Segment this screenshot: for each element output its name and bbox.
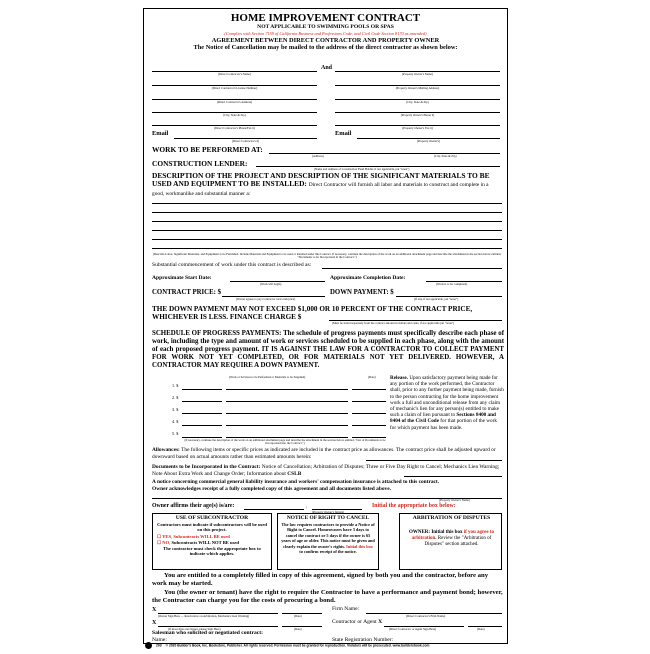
owner-phone-label: (Property Owner's Phone #) — [400, 113, 435, 117]
description-line[interactable] — [152, 221, 502, 222]
description-line[interactable] — [152, 212, 502, 213]
subcontractor-tail: The contractor must check the appropriate box to indicate which applies. — [163, 546, 261, 557]
cancellation-notice: The Notice of Cancellation may be mailed to the address of the direct contractor as shown below: — [193, 44, 458, 51]
payment-row-label: 2. $ — [172, 395, 179, 400]
construction-lender-label: CONSTRUCTION LENDER: — [152, 159, 248, 168]
down-payment-statement — [152, 305, 504, 321]
cancel-tail: to confirm receipt of the notice. — [299, 549, 357, 555]
payment-row-label: 5. $ — [172, 431, 179, 436]
schedule-date-caption: (Date) — [368, 375, 376, 379]
payment-amount-line[interactable] — [182, 401, 222, 402]
salesman-name-label: Name: — [152, 637, 167, 643]
contractor-email-caption: (Direct Contractor's #) — [231, 139, 260, 143]
initial-prompt: Initial the appropriate box below: — [372, 503, 456, 509]
age-separator: ; — [306, 504, 308, 509]
subcontractor-text: Contractors must indicate if subcontractors will be used on this project. — [157, 522, 267, 533]
payment-amount-line[interactable] — [182, 413, 222, 414]
contractor-name-label: (Direct Contractor's Name) — [218, 72, 251, 76]
allowances-line[interactable] — [366, 460, 502, 461]
payment-date-line[interactable] — [352, 413, 386, 414]
down-payment-label: DOWN PAYMENT: $ — [330, 289, 394, 296]
payment-work-line[interactable] — [226, 401, 348, 402]
description-heading: DESCRIPTION OF THE PROJECT AND DESCRIPTION OF THE SIGNIFICANT MATERIALS TO BE USED AND EQUIPMENT TO BE INSTALLED: — [152, 171, 490, 188]
agent-label-text: Contractor or Agent — [332, 619, 377, 625]
finance-charge-caption: (Must be stated separately from the contract amount in dollars and cents, if not applicable put "none") — [332, 321, 455, 325]
contractor-email-label: Email — [152, 130, 169, 137]
payment-work-line[interactable] — [226, 413, 348, 414]
commencement-line[interactable] — [322, 268, 502, 269]
payment-work-line[interactable] — [226, 425, 348, 426]
payment-date-line[interactable] — [352, 425, 386, 426]
contract-price-caption: (Owner agrees to pay Contractor total cash price) — [236, 297, 296, 301]
compliance-note: (Complies with Section 7159 of California Business and Professions Code, and Civil Code Section 8170 as amended) — [224, 31, 427, 36]
completion-date-label: Approximate Completion Date: — [330, 275, 406, 281]
arbitration-text-block — [403, 530, 500, 548]
agent-date-line[interactable] — [468, 626, 502, 627]
owner-signature-x: X — [152, 607, 157, 613]
subcontractor-box — [152, 513, 272, 570]
description-line[interactable] — [152, 248, 502, 249]
start-date-caption: (Work will begin) — [260, 282, 282, 286]
insurance-notice: A notice concerning commercial general liability insurance and workers' compensation insurance is attached to this contract. — [152, 479, 440, 485]
owner-email-caption: (Property Owner's) — [417, 139, 440, 143]
copyright-text: © 2020 Builder's Book, Inc. Bookstore, Publisher. All rights reserved. Permission must be granted for reproduction. Violators will be prosecuted. www.buildersbook.com — [165, 643, 430, 648]
contractor-address-label: (Direct Contractor's Address) — [216, 100, 253, 104]
description-line[interactable] — [152, 239, 502, 240]
cancel-text: The law requires contractors to provide a Notice of Right to Cancel. Homeowners have 3 days to cancel the contract or 5 days if the owner is 65 years of age or older. This notice must be given and clearly explain the owner's rights. — [281, 522, 375, 549]
completion-date-caption: (Work is to be completed) — [436, 282, 468, 286]
lender-caption: (Name and Address of Construction Fund Holder, if not applicable, put "none") — [314, 167, 410, 171]
second-owner-caption: (If more than one Owner, please Sign Here) — [168, 627, 221, 631]
release-text: Upon satisfactory payment being made for any portion of the work performed, the Contractor shall, prior to any further payment being made, furnish to the person contracting for the home improvement work a full and unconditional release from any claim of mechanic's lien for any person(s) entitled to make such a claim of lien pursuant to — [390, 375, 504, 419]
salesman-label: Salesman who solicited or negotiated contract: — [152, 630, 263, 636]
owner-signature-date-line[interactable] — [282, 613, 322, 614]
license-label: (Direct Contractor's License Number) — [211, 86, 258, 90]
firm-name-caption: (Direct Contractor's Firm Name) — [406, 614, 446, 618]
contract-sheet — [143, 8, 508, 644]
second-owner-date-line[interactable] — [282, 626, 322, 627]
owner-email-label: Email — [335, 130, 352, 137]
contractor-phone-label: (Direct Contractor's Phone/Fax #) — [214, 126, 255, 130]
owner-fax-label: (Property Owner's Fax #) — [402, 126, 433, 130]
subcontractor-title: USE OF SUBCONTRACTOR — [175, 515, 249, 521]
description-line[interactable] — [152, 203, 502, 204]
publisher-logo-icon — [145, 642, 152, 649]
agent-x: X — [378, 619, 383, 625]
cancel-initial-text: Initial this box — [346, 543, 373, 549]
description-line[interactable] — [152, 230, 502, 231]
state-registration-label: State Registration Number: — [332, 637, 394, 643]
owner-initials-caption: (Property Owner's Initials) — [312, 510, 345, 514]
owner-name-caption: (Property Owner's Name) — [439, 498, 470, 502]
work-address-caption: (Address) — [312, 154, 324, 158]
owner-city-label: (City, State & Zip) — [406, 100, 429, 104]
owner-name-label: (Property Owner's Name) — [402, 72, 433, 76]
footer — [143, 636, 508, 646]
description-heading-tail: Direct Contractor will furnish all labor and materials to construct and complete in a good, workmanlike and substantial manner a: — [152, 182, 489, 197]
owner-age-line[interactable] — [244, 509, 304, 510]
arbitration-agree-text: if you agree to arbitration. — [411, 530, 495, 541]
arbitration-text: OWNER: Initial this box — [408, 530, 463, 535]
owner-signature-caption: (Owner Sign Here — Read notice on Arbitration, Mechanics Lien Warning) — [158, 614, 250, 618]
no-checkbox[interactable]: ☐ NO, — [157, 540, 171, 545]
documents-line[interactable] — [404, 476, 502, 477]
bond-statement: You (the owner or tenant) have the right to require the Contractor to have a performance and payment bond; however, the Contractor can charge you for the costs of procuring a bond. — [152, 589, 503, 604]
owner-age-label: Owner affirms their age(s) is/are: — [152, 503, 235, 509]
payment-work-line[interactable] — [226, 389, 348, 390]
release-sections: Sections 8400 and 8404 of the Civil Code — [390, 412, 496, 425]
no-label: Subcontracts WILL NOT BE used — [171, 540, 239, 545]
down-payment-caption: (If any, if not applicable, put "none") — [414, 297, 459, 301]
down-payment-limit: THE DOWN PAYMENT MAY NOT EXCEED $1,000 OR 10 PERCENT OF THE CONTRACT PRICE, WHICHEVER IS LESS. — [152, 305, 473, 322]
contract-subtitle: NOT APPLICABLE TO SWIMMING POOLS OR SPAS — [257, 24, 394, 30]
allowances-paragraph — [152, 447, 504, 461]
release-title: Release. — [390, 375, 409, 381]
allowances-text: The following items or specific prices as indicated are included in the contract price as allowances. The contract price shall be adjusted upward or downward based on actual amounts rather than estimated amounts herein: — [152, 447, 496, 460]
arbitration-box[interactable] — [399, 513, 502, 570]
contractor-agent-label — [332, 619, 382, 626]
yes-label: Subcontracts WILL BE used — [173, 534, 230, 539]
commencement-label: Substantial commencement of work under this contract is described as: — [152, 262, 312, 268]
schedule-row-note: (If necessary, continue the description of the work on an additional attachment page and describe the attachment in the section below entitled, "List of Documents to be Incorporated into the Contract.") — [184, 438, 386, 446]
contract-title: HOME IMPROVEMENT CONTRACT — [230, 12, 421, 24]
description-footnote: (Describe Labor, Significant Materials, and Equipment to be Furnished. Include Materials and Equipment to be used or installed under this Contract. If necessary, continue the description of the work on an additional attachment page and describe the attachment in the section below entitled, "Documents to be Incorporated in the Contract.") — [152, 252, 502, 260]
documents-text: Notice of Cancellation; Arbitration of Disputes; Three or Five Day Right to Cancel; Mechanics Lien Warning; Note About Extra Work and Change Order; Information about — [152, 464, 500, 477]
finance-charge-label: FINANCE CHARGE $ — [229, 313, 302, 322]
agent-signature-caption: (Direct Contractor or Agent Sign Here) — [389, 627, 437, 631]
schedule-heading: SCHEDULE OF PROGRESS PAYMENTS: The schedule of progress payments must specifically describe each phase of work, including the type and amount of work or services scheduled to be supplied in each phase, along with the amount of each proposed progress payment. IT IS AGAINST THE LAW FOR A CONTRACTOR TO COLLECT PAYMENT FOR WORK NOT YET COMPLETED, OR FOR MATERIALS NOT YET DELIVERED. HOWEVER, A CONTRACTOR MAY REQUIRE A DOWN PAYMENT. — [152, 330, 504, 370]
yes-checkbox[interactable]: ☐ YES, — [157, 534, 173, 539]
release-paragraph — [390, 375, 504, 431]
schedule-work-caption: (Work or Services to be Performed or Materials to be Supplied) — [229, 375, 306, 379]
owner-date-caption: (Date) — [294, 614, 302, 618]
and-label: And — [321, 65, 333, 71]
agreement-heading: AGREEMENT BETWEEN DIRECT CONTRACTOR AND PROPERTY OWNER — [211, 37, 440, 44]
payment-date-line[interactable] — [352, 389, 386, 390]
payment-row-label: 3. $ — [172, 407, 179, 412]
agent-date-caption: (Date) — [477, 627, 485, 631]
payment-row-label: 4. $ — [172, 419, 179, 424]
payment-date-line[interactable] — [352, 401, 386, 402]
work-city-caption: (City, State & Zip) — [434, 154, 457, 158]
cslb-label: CSLB — [287, 470, 302, 477]
mailing-label: (Property Owner's Mailing Address) — [395, 86, 440, 90]
documents-title: Documents to be Incorporated in the Contract: — [152, 464, 261, 470]
cancel-title: NOTICE OF RIGHT TO CANCEL — [286, 515, 370, 521]
release-tail: for that portion of the work for which payment has been made. — [390, 418, 497, 431]
owner-acknowledgement: Owner acknowledges receipt of a fully completed copy of this agreement and all documents listed above. — [152, 486, 391, 492]
work-performed-label: WORK TO BE PERFORMED AT: — [152, 145, 263, 154]
second-owner-date-caption: (Date) — [294, 627, 302, 631]
contractor-city-label: (City, State & Zip) — [223, 113, 246, 117]
firm-name-label: Firm Name: — [332, 606, 360, 612]
description-block — [152, 172, 502, 198]
payment-amount-line[interactable] — [182, 425, 222, 426]
payment-row-label: 1. $ — [172, 383, 179, 388]
cancel-text-block — [281, 522, 375, 554]
arbitration-title: ARBITRATION OF DISPUTES — [412, 515, 491, 521]
work-address-line[interactable] — [269, 153, 500, 154]
allowances-title: Allowances: — [152, 447, 180, 453]
arbitration-tail: Review the "Arbitration of Disputes" section attached. — [424, 536, 492, 547]
entitled-copy-statement: You are entitled to a completely filled in copy of this agreement, signed by both you and the contractor, before any work may be started. — [152, 572, 489, 587]
start-date-label: Approximate Start Date: — [152, 275, 212, 281]
payment-amount-line[interactable] — [182, 389, 222, 390]
second-owner-x: X — [152, 620, 157, 626]
form-number: 203 — [156, 643, 162, 648]
contract-price-label: CONTRACT PRICE: $ — [152, 289, 221, 296]
